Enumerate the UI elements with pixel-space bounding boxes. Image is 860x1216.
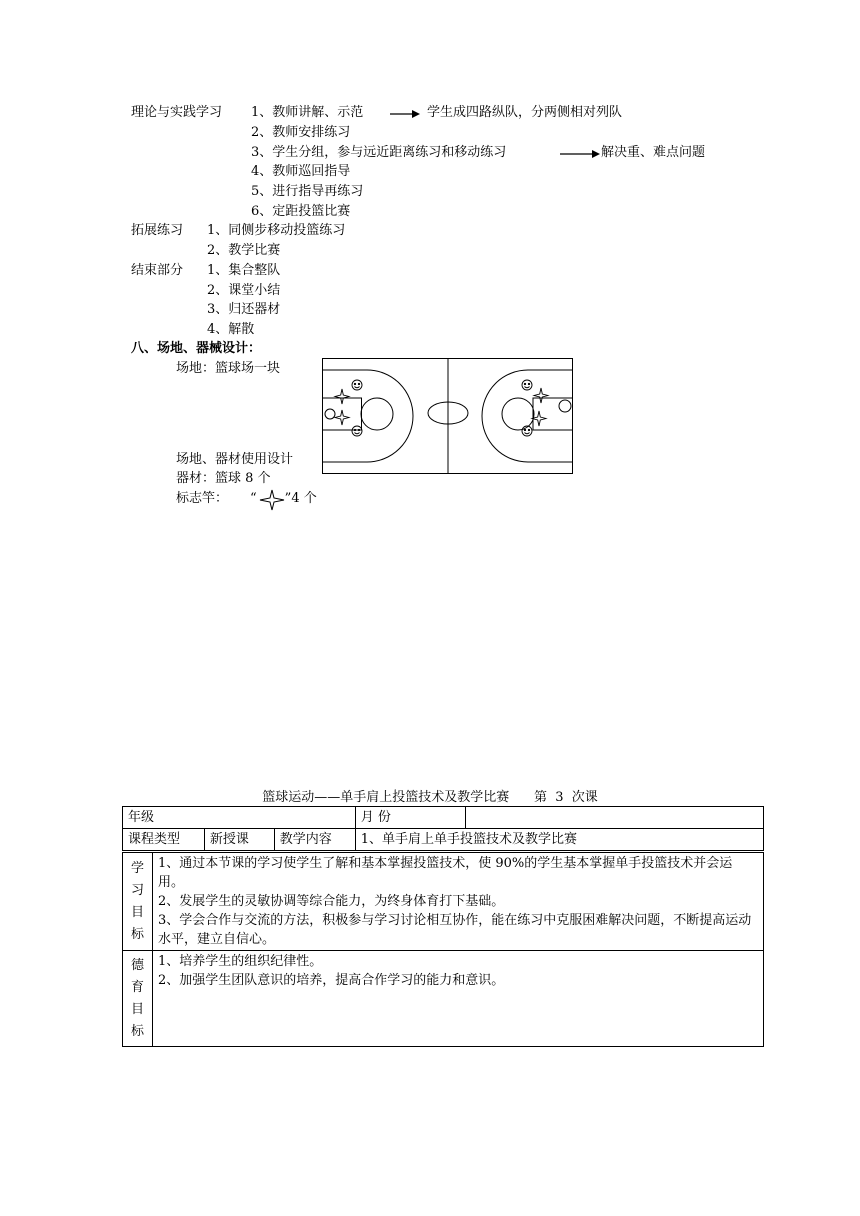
- learning-goal-3: 3、学会合作与交流的方法，积极参与学习讨论相互协作，能在练习中克服困难解决问题，不断提高运动水平，建立自信心。: [157, 913, 752, 947]
- lesson-plan-title: 篮球运动——单手肩上投篮技术及教学比赛 第 3 次课: [262, 790, 598, 805]
- moral-goals-content: [152, 951, 763, 1047]
- moral-goal-1: 1、培养学生的组织纪律性。: [157, 954, 323, 969]
- extension-step-1: 1、同侧步移动投篮练习: [207, 223, 346, 238]
- theory-step-5: 5、进行指导再练习: [251, 184, 364, 199]
- star-marker-icon: [259, 489, 285, 511]
- ending-step-1: 1、集合整队: [207, 263, 281, 278]
- grade-label: 年级: [123, 807, 356, 829]
- right-hoop: [559, 400, 571, 412]
- marker-prefix: 标志竿：: [176, 491, 229, 506]
- course-row: [123, 829, 764, 851]
- right-free-throw-circle: [502, 398, 534, 430]
- learning-goals-content: [152, 853, 763, 951]
- learning-goals-label: 学 习 目 标: [123, 853, 153, 951]
- venue-text: 场地：篮球场一块: [176, 361, 281, 376]
- ending-step-3: 3、归还器材: [207, 302, 281, 317]
- extension-step-2: 2、教学比赛: [207, 243, 281, 258]
- theory-step-1: 1、教师讲解、示范: [251, 105, 364, 120]
- moral-goals-label: 德 育 目 标: [123, 951, 153, 1047]
- learning-goals-row: [123, 853, 764, 951]
- content-value: 1、单手肩上单手投篮技术及教学比赛: [355, 829, 763, 851]
- design-text: 场地、器材使用设计: [176, 452, 294, 467]
- smiley-icon: [352, 426, 362, 436]
- marker-open-quote: “: [250, 491, 257, 506]
- arrow3-target-text: 解决重、难点问题: [601, 145, 706, 160]
- smiley-icon: [522, 380, 532, 390]
- equipment-text: 器材：篮球 8 个: [176, 471, 271, 486]
- star-marker-icon: [534, 388, 548, 403]
- goals-table: [122, 852, 764, 1047]
- theory-step-6: 6、定距投篮比赛: [251, 204, 351, 219]
- arrow-right-icon: [560, 149, 600, 159]
- right-three-point-arc: [482, 370, 573, 462]
- ending-step-2: 2、课堂小结: [207, 283, 281, 298]
- month-label: 月 份: [355, 807, 465, 829]
- marker-count: 4 个: [291, 491, 317, 506]
- arrow1-target-text: 学生成四路纵队，分两侧相对列队: [427, 105, 623, 120]
- arrow-right-icon: [390, 109, 420, 119]
- theory-step-2: 2、教师安排练习: [251, 125, 351, 140]
- extension-label: 拓展练习: [131, 223, 184, 238]
- smiley-icon: [352, 380, 362, 390]
- lesson-plan-table: [122, 806, 764, 851]
- learning-goal-1: 1、通过本节课的学习使学生了解和基本掌握投篮技术，使 90%的学生基本掌握单手投篮技术并会运用。: [157, 856, 733, 890]
- theory-step-3: 3、学生分组，参与远近距离练习和移动练习: [251, 145, 507, 160]
- theory-label: 理论与实践学习: [131, 105, 223, 120]
- basketball-court-diagram: [322, 358, 574, 475]
- star-marker-icon: [335, 410, 349, 425]
- marker-line: [176, 490, 317, 508]
- course-type-label: 课程类型: [123, 829, 205, 851]
- left-three-point-arc: [323, 370, 414, 462]
- theory-step-4: 4、教师巡回指导: [251, 164, 351, 179]
- month-value: [465, 807, 763, 829]
- course-type-value: 新授课: [204, 829, 274, 851]
- section8-heading: 八、场地、器械设计：: [131, 341, 262, 356]
- content-label: 教学内容: [274, 829, 355, 851]
- learning-goal-2: 2、发展学生的灵敏协调等综合能力，为终身体育打下基础。: [157, 894, 505, 909]
- moral-goals-row: [123, 951, 764, 1047]
- left-free-throw-circle: [361, 398, 393, 430]
- moral-goal-2: 2、加强学生团队意识的培养，提高合作学习的能力和意识。: [157, 973, 505, 988]
- marker-close-quote: ”: [284, 491, 292, 506]
- grade-row: [123, 807, 764, 829]
- star-marker-icon: [335, 389, 349, 404]
- ending-step-4: 4、解散: [207, 322, 255, 337]
- ending-label: 结束部分: [131, 263, 184, 278]
